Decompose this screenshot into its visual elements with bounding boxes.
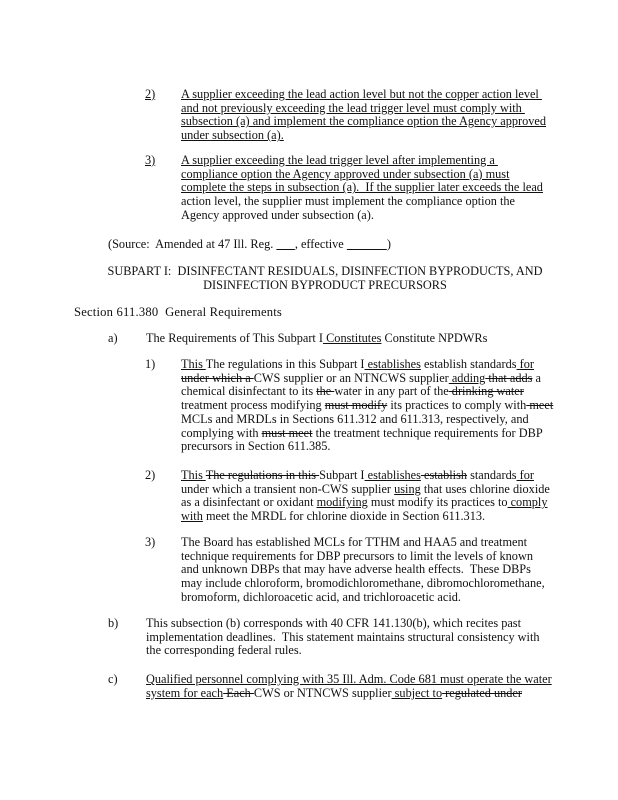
text-line: [181, 154, 543, 168]
text-run: ): [386, 237, 391, 251]
text-run: action level, the supplier must implement the compliance option the: [181, 194, 515, 209]
text-line: [181, 88, 546, 102]
inserted-text: This: [181, 357, 206, 371]
text-line: [181, 563, 545, 577]
inserted-text: adding: [448, 370, 486, 385]
source-note: [108, 238, 391, 252]
text-run: under which a transient non-CWS supplier: [181, 481, 395, 496]
inserted-text: using: [394, 481, 421, 496]
text-run: Constitute NPDWRs: [381, 331, 488, 345]
text-run: the treatment technique requirements for DBP: [312, 425, 543, 440]
text-run: a: [532, 370, 541, 385]
paragraph-a3-label: 3): [145, 535, 156, 549]
text-line: [146, 644, 540, 658]
text-run: standards: [467, 468, 517, 482]
inserted-text: with: [181, 509, 203, 524]
text-line: [181, 102, 546, 116]
paragraph-a2-label: 2): [145, 468, 156, 482]
inserted-text: [276, 237, 294, 251]
inserted-text: Constitutes: [323, 331, 382, 345]
inserted-text: A supplier exceeding the lead action level but not the copper action level: [181, 87, 542, 101]
deleted-text: regulated under: [442, 685, 523, 700]
text-run: technique requirements for DBP precursors to limit the levels of known: [181, 548, 533, 563]
deleted-text: under which a: [181, 370, 254, 385]
text-run: complying with: [181, 425, 262, 440]
text-run: meet the MRDL for chlorine dioxide in Section 611.313.: [202, 509, 486, 524]
item-3-label: 3): [145, 153, 156, 167]
paragraph-a1-text: [181, 358, 553, 454]
text-line: [181, 358, 553, 372]
text-line: [181, 399, 553, 413]
text-run: its practices to comply with: [387, 398, 527, 413]
paragraph-a3-text: [181, 536, 545, 605]
text-line: [181, 129, 546, 143]
text-run: water in any part of the: [334, 384, 449, 399]
text-line: [181, 510, 550, 524]
inserted-text: Qualified personnel complying with 35 Ill. Adm. Code 681 must operate the water: [146, 672, 552, 686]
inserted-text: complete the steps in subsection (a). If the supplier later exceeds the lead: [181, 180, 543, 195]
text-line: [181, 115, 546, 129]
inserted-text: [347, 237, 387, 251]
subsection-c-label: c): [108, 672, 118, 686]
text-line: [146, 617, 540, 631]
subpart-heading: [60, 265, 590, 292]
text-line: [181, 536, 545, 550]
inserted-text: modifying: [316, 495, 368, 510]
text-line: [181, 195, 543, 209]
subsection-a-label: a): [108, 331, 118, 345]
text-run: and unknown DBPs that may have adverse health effects. These DBPs: [181, 562, 531, 577]
text-run: This subsection (b) corresponds with 40 CFR 141.130(b), which recites past: [146, 616, 522, 630]
subsection-b-text: [146, 617, 540, 658]
text-line: [181, 577, 545, 591]
deleted-text: meet: [526, 398, 554, 413]
text-line: [181, 427, 553, 441]
text-run: The regulations in this Subpart I: [205, 357, 365, 371]
inserted-text: for: [516, 357, 534, 371]
text-line: [181, 385, 553, 399]
text-line: [181, 413, 553, 427]
text-line: [181, 496, 550, 510]
text-run: MCLs and MRDLs in Sections 611.312 and 611.313, respectively, and: [181, 411, 529, 426]
deleted-text: must modify: [324, 398, 388, 413]
text-line: [108, 238, 391, 252]
text-line: [181, 469, 550, 483]
subsection-c-text: [146, 673, 552, 700]
text-run: DISINFECTION BYPRODUCT PRECURSORS: [203, 277, 447, 292]
text-line: [181, 550, 545, 564]
inserted-text: subsection (a) and implement the compliance option the Agency approved: [181, 114, 547, 129]
text-line: [181, 483, 550, 497]
deleted-text: The regulations in this: [205, 468, 320, 482]
paragraph-a2-text: [181, 469, 550, 524]
text-line: [146, 631, 540, 645]
text-run: (Source: Amended at 47 Ill. Reg.: [108, 237, 277, 251]
text-line: [181, 168, 543, 182]
text-line: [181, 591, 545, 605]
deleted-text: Each: [223, 685, 254, 700]
text-line: [146, 673, 552, 687]
text-run: chemical disinfectant to its: [181, 384, 317, 399]
text-run: , effective: [294, 237, 347, 251]
text-line: [60, 265, 590, 279]
subsection-b-label: b): [108, 616, 119, 630]
deleted-text: drinking water: [448, 384, 524, 399]
section-heading: Section 611.380 General Requirements: [74, 305, 283, 319]
text-line: [146, 332, 487, 346]
text-run: as a disinfectant or oxidant: [181, 495, 317, 510]
text-run: CWS or NTNCWS supplier: [253, 685, 392, 700]
text-run: Subpart I: [319, 468, 365, 482]
paragraph-a1-label: 1): [145, 357, 156, 371]
inserted-text: for: [516, 468, 534, 482]
item-2-text: [181, 88, 546, 143]
text-line: [146, 687, 552, 701]
text-run: the corresponding federal rules.: [146, 643, 302, 658]
text-run: implementation deadlines. This statement maintains structural consistency with: [146, 629, 540, 644]
text-run: establish standards: [420, 357, 517, 371]
text-line: [181, 181, 543, 195]
text-run: must modify its practices to: [367, 495, 508, 510]
text-run: The Requirements of This Subpart I: [146, 331, 324, 345]
text-run: precursors in Section 611.385.: [181, 439, 331, 454]
text-run: bromoform, dichloroacetic acid, and trichloroacetic acid.: [181, 589, 461, 604]
text-line: [181, 372, 553, 386]
text-run: The Board has established MCLs for TTHM and HAA5 and treatment: [181, 535, 528, 549]
text-line: [181, 440, 553, 454]
text-run: treatment process modifying: [181, 398, 325, 413]
deleted-text: establish: [420, 468, 468, 482]
inserted-text: under subsection (a).: [181, 128, 284, 143]
inserted-text: and not previously exceeding the lead trigger level must comply with: [181, 100, 525, 115]
inserted-text: comply: [507, 495, 548, 510]
text-run: CWS supplier or an NTNCWS supplier: [253, 370, 449, 385]
item-3-text: [181, 154, 543, 223]
text-run: SUBPART I: DISINFECTANT RESIDUALS, DISINFECTION BYPRODUCTS, AND: [107, 264, 543, 278]
text-line: [60, 279, 590, 293]
text-run: Agency approved under subsection (a).: [181, 207, 374, 222]
deleted-text: the: [316, 384, 335, 399]
item-2-label: 2): [145, 87, 156, 101]
subsection-a-title: [146, 332, 487, 346]
text-line: [181, 209, 543, 223]
deleted-text: that adds: [485, 370, 533, 385]
inserted-text: compliance option the Agency approved under subsection (a) must: [181, 166, 510, 181]
inserted-text: subject to: [391, 685, 443, 700]
text-run: that uses chlorine dioxide: [420, 481, 550, 496]
inserted-text: A supplier exceeding the lead trigger level after implementing a: [181, 153, 498, 167]
inserted-text: establishes: [364, 357, 421, 371]
deleted-text: must meet: [261, 425, 313, 440]
inserted-text: system for each: [146, 685, 224, 700]
inserted-text: This: [181, 468, 206, 482]
inserted-text: establishes: [364, 468, 421, 482]
text-run: may include chloroform, bromodichloromethane, dibromochloromethane,: [181, 576, 545, 591]
